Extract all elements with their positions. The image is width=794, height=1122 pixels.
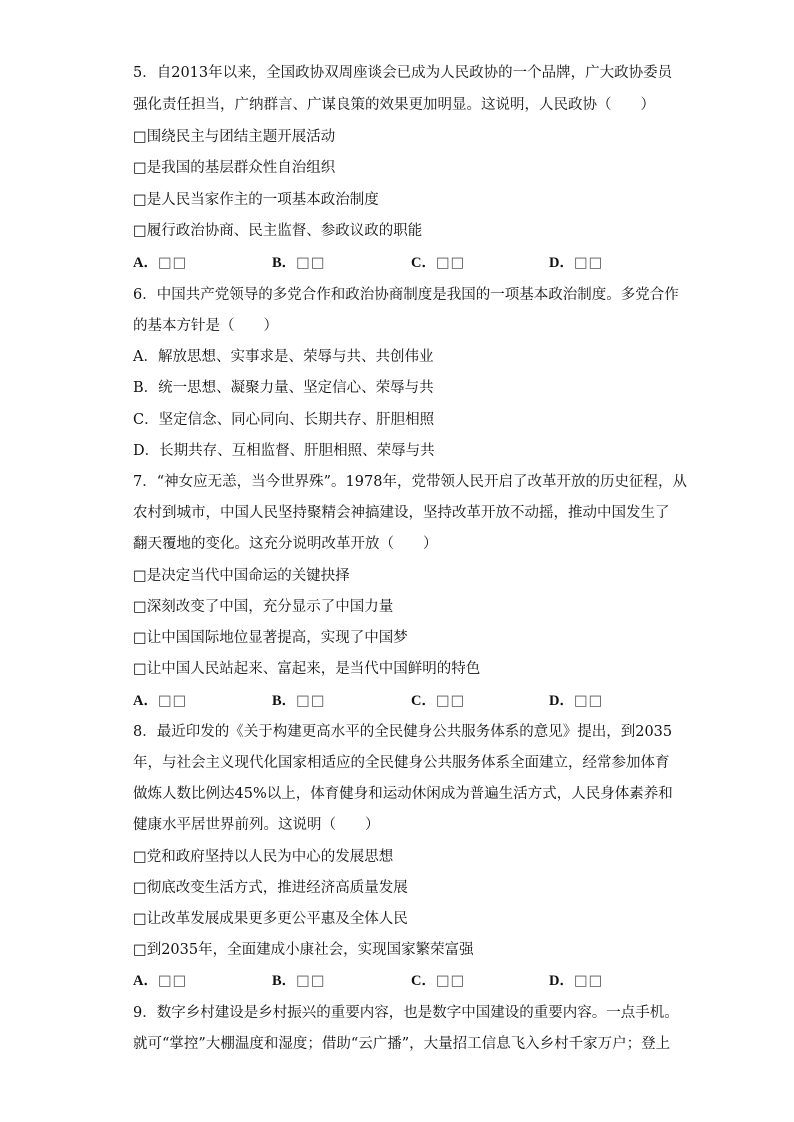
statement-item: □到2035年，全面建成小康社会，实现国家繁荣富强: [133, 942, 474, 958]
question-stem-line: 年，与社会主义现代化国家相适应的全民健身公共服务体系全面建立，经常参加体育: [133, 755, 670, 771]
choice-c: C．□□: [411, 255, 466, 271]
option-b: B．统一思想、凝聚力量、坚定信心、荣辱与共: [133, 380, 434, 396]
option-c: C．坚定信念、同心同向、长期共存、肝胆相照: [133, 412, 435, 428]
question-stem-line: 强化责任担当，广纳群言、广谋良策的效果更加明显。这说明，人民政协（ ）: [133, 97, 655, 113]
question-stem-line: 就可“掌控”大棚温度和湿度；借助“云广播”，大量招工信息飞入乡村千家万户；登上: [133, 1036, 671, 1052]
choice-d: D．□□: [549, 255, 604, 271]
statement-item: □让中国国际地位显著提高，实现了中国梦: [133, 630, 408, 646]
option-a: A．解放思想、实事求是、荣辱与共、共创伟业: [133, 349, 434, 365]
question-stem-line: 做炼人数比例达45%以上，体育健身和运动休闲成为普遍生活方式，人民身体素养和: [133, 786, 673, 802]
statement-item: □让改革发展成果更多更公平惠及全体人民: [133, 911, 408, 927]
statement-item: □深刻改变了中国，充分显示了中国力量: [133, 599, 394, 615]
statement-item: □是我国的基层群众性自治组织: [133, 160, 336, 176]
choice-b: B．□□: [272, 693, 326, 709]
statement-item: □让中国人民站起来、富起来，是当代中国鲜明的特色: [133, 661, 481, 677]
question-stem-line: 6．中国共产党领导的多党合作和政治协商制度是我国的一项基本政治制度。多党合作: [133, 287, 679, 303]
option-d: D．长期共存、互相监督、肝胆相照、荣辱与共: [133, 443, 435, 459]
question-stem-line: 5．自2013年以来，全国政协双周座谈会已成为人民政协的一个品牌，广大政协委员: [133, 65, 673, 81]
question-stem-line: 7．“神女应无恙，当今世界殊”。1978年，党带领人民开启了改革开放的历史征程，从: [133, 474, 687, 490]
statement-item: □彻底改变生活方式，推进经济高质量发展: [133, 880, 408, 896]
choice-a: A．□□: [133, 255, 188, 271]
choice-c: C．□□: [411, 693, 466, 709]
choice-d: D．□□: [549, 973, 604, 989]
choice-a: A．□□: [133, 973, 188, 989]
statement-item: □是决定当代中国命运的关键抉择: [133, 568, 350, 584]
statement-item: □是人民当家作主的一项基本政治制度: [133, 192, 379, 208]
question-stem-line: 健康水平居世界前列。这说明（ ）: [133, 817, 380, 833]
choice-b: B．□□: [272, 255, 326, 271]
statement-item: □围绕民主与团结主题开展活动: [133, 129, 336, 145]
choice-c: C．□□: [411, 973, 466, 989]
statement-item: □履行政治协商、民主监督、参政议政的职能: [133, 223, 423, 239]
question-stem-line: 的基本方针是（ ）: [133, 318, 278, 334]
statement-item: □党和政府坚持以人民为中心的发展思想: [133, 849, 394, 865]
choice-a: A．□□: [133, 693, 188, 709]
question-stem-line: 9．数字乡村建设是乡村振兴的重要内容，也是数字中国建设的重要内容。一点手机。: [133, 1005, 679, 1021]
choice-d: D．□□: [549, 693, 604, 709]
question-stem-line: 8．最近印发的《关于构建更高水平的全民健身公共服务体系的意见》提出，到2035: [133, 724, 673, 740]
question-stem-line: 农村到城市，中国人民坚持聚精会神搞建设，坚持改革开放不动摇，推动中国发生了: [133, 505, 670, 521]
choice-b: B．□□: [272, 973, 326, 989]
question-stem-line: 翻天覆地的变化。这充分说明改革开放（ ）: [133, 536, 438, 552]
